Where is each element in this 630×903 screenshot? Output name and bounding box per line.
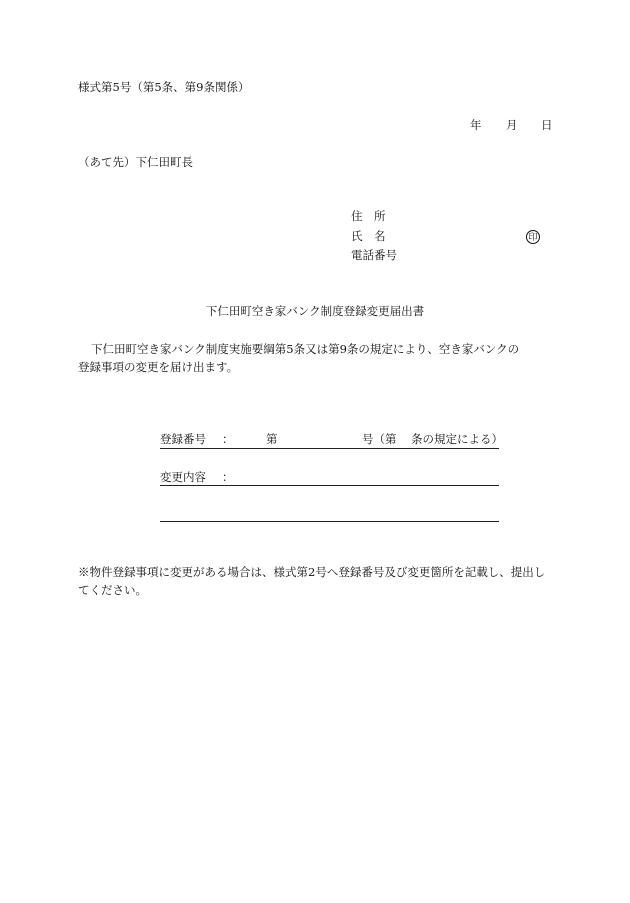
date-month-label: 月 (506, 118, 518, 132)
body-line-2: 登録事項の変更を届け出ます。 (78, 360, 239, 374)
addressee: （あて先）下仁田町長 (78, 155, 193, 169)
body-line-1: 下仁田町空き家バンク制度実施要綱第5条又は第9条の規定により、空き家バンクの (91, 342, 520, 356)
registration-suffix: 号（第 (362, 432, 397, 446)
registration-prefix: 第 (266, 432, 278, 446)
name-label: 氏 名 (351, 229, 386, 243)
phone-label: 電話番号 (351, 248, 397, 262)
seal-mark: 印 (526, 230, 540, 244)
registration-underline (160, 448, 499, 449)
date-year-label: 年 (470, 118, 482, 132)
note-line-1: ※物件登録事項に変更がある場合は、様式第2号へ登録番号及び変更箇所を記載し、提出し (78, 565, 546, 579)
registration-colon: ： (222, 432, 234, 446)
registration-rule-text: 条の規定による） (411, 432, 503, 446)
change-label: 変更内容 (160, 470, 206, 484)
registration-label: 登録番号 (160, 432, 206, 446)
note-line-2: てください。 (78, 583, 147, 597)
document-title: 下仁田町空き家バンク制度登録変更届出書 (205, 304, 425, 318)
change-extra-line (160, 521, 499, 522)
address-label: 住 所 (351, 209, 386, 223)
change-underline (160, 485, 499, 486)
date-day-label: 日 (541, 118, 553, 132)
form-number: 様式第5号（第5条、第9条関係） (78, 80, 250, 94)
change-colon: ： (222, 470, 234, 484)
